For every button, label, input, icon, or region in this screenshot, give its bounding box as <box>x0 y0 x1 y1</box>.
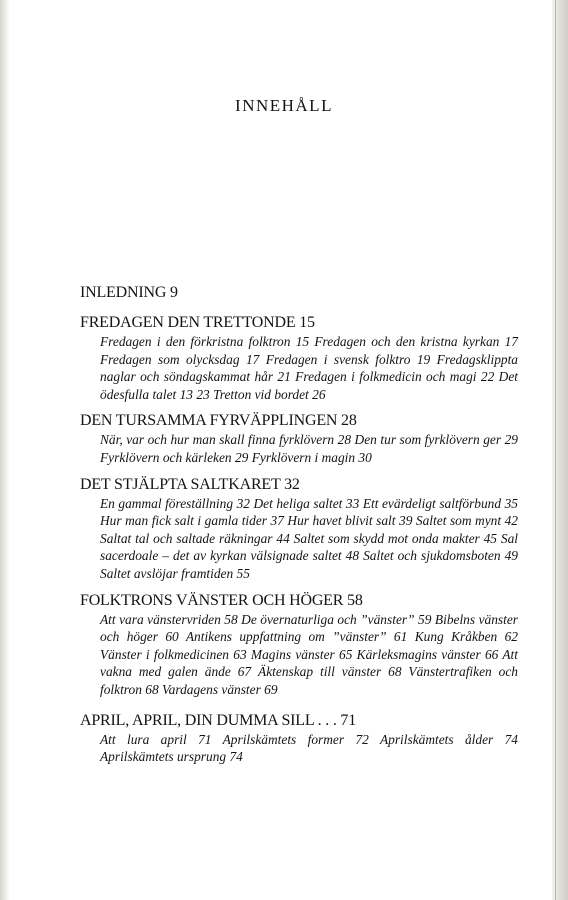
toc-heading: APRIL, APRIL, DIN DUMMA SILL . . . 71 <box>80 711 357 729</box>
toc-heading: FREDAGEN DEN TRETTONDE 15 <box>80 314 315 331</box>
toc-heading: DEN TURSAMMA FYRVÄPPLINGEN 28 <box>80 412 357 430</box>
toc-heading: DET STJÄLPTA SALTKARET 32 <box>80 475 300 493</box>
toc-section-fredagen <box>80 313 518 403</box>
toc-heading: INLEDNING 9 <box>80 284 178 301</box>
toc-entries: När, var och hur man skall finna fyrklövern 28 Den tur som fyrklövern ger 29 Fyrklövern och kärleken 29 Fyrklövern i magin 30 <box>100 432 518 465</box>
toc-entries: Fredagen i den förkristna folktron 15 Fredagen och den kristna kyrkan 17 Fredagen som olycksdag 17 Fredagen i svensk folktro 19 Fredagsklippta naglar och söndagskammat hår 21 Fredagen i folkmedicin och magi 22 Det ödesfulla talet 13 23 Tretton vid bordet 26 <box>100 334 518 402</box>
page-edge <box>552 0 568 900</box>
toc-section-inledning <box>80 283 518 303</box>
toc-section-fyrvapplingen <box>80 411 518 466</box>
toc-entries: Att lura april 71 Aprilskämtets former 72 Aprilskämtets ålder 74 Aprilskämtets ursprung 74 <box>100 731 518 765</box>
toc-section-april <box>80 711 518 766</box>
toc-section-saltkaret <box>80 475 518 583</box>
toc-entries: Att vara vänstervriden 58 De övernaturliga och ”vänster” 59 Bibelns vänster och höger 60 Antikens uppfattning om ”vänster” 61 Kung Kråkben 62 Vänster i folkmedicinen 63 Magins vänster 65 Kärleksmagins vänster 66 Att vakna med galen ände 67 Äktenskap till vänster 68 Vänstertrafiken och folktron 68 Vardagens vänster 69 <box>100 611 518 697</box>
toc-entries: En gammal föreställning 32 Det heliga saltet 33 Ett evärdeligt saltförbund 35 Hur man fick salt i gamla tider 37 Hur havet blivit salt 39 Saltet som mynt 42 Saltat tal och saltade räkningar 44 Saltet som skydd mot onda makter 45 Sal sacerdoale – det av kyrkan välsignade saltet 48 Saltet och sjukdomsboten 49 Saltet avslöjar framtiden 55 <box>100 495 518 581</box>
toc-heading: FOLKTRONS VÄNSTER OCH HÖGER 58 <box>80 591 363 609</box>
page-binding-shadow <box>0 0 10 900</box>
page-title: INNEHÅLL <box>235 96 333 115</box>
table-of-contents <box>80 283 518 766</box>
toc-section-vanster-hoger <box>80 591 518 699</box>
